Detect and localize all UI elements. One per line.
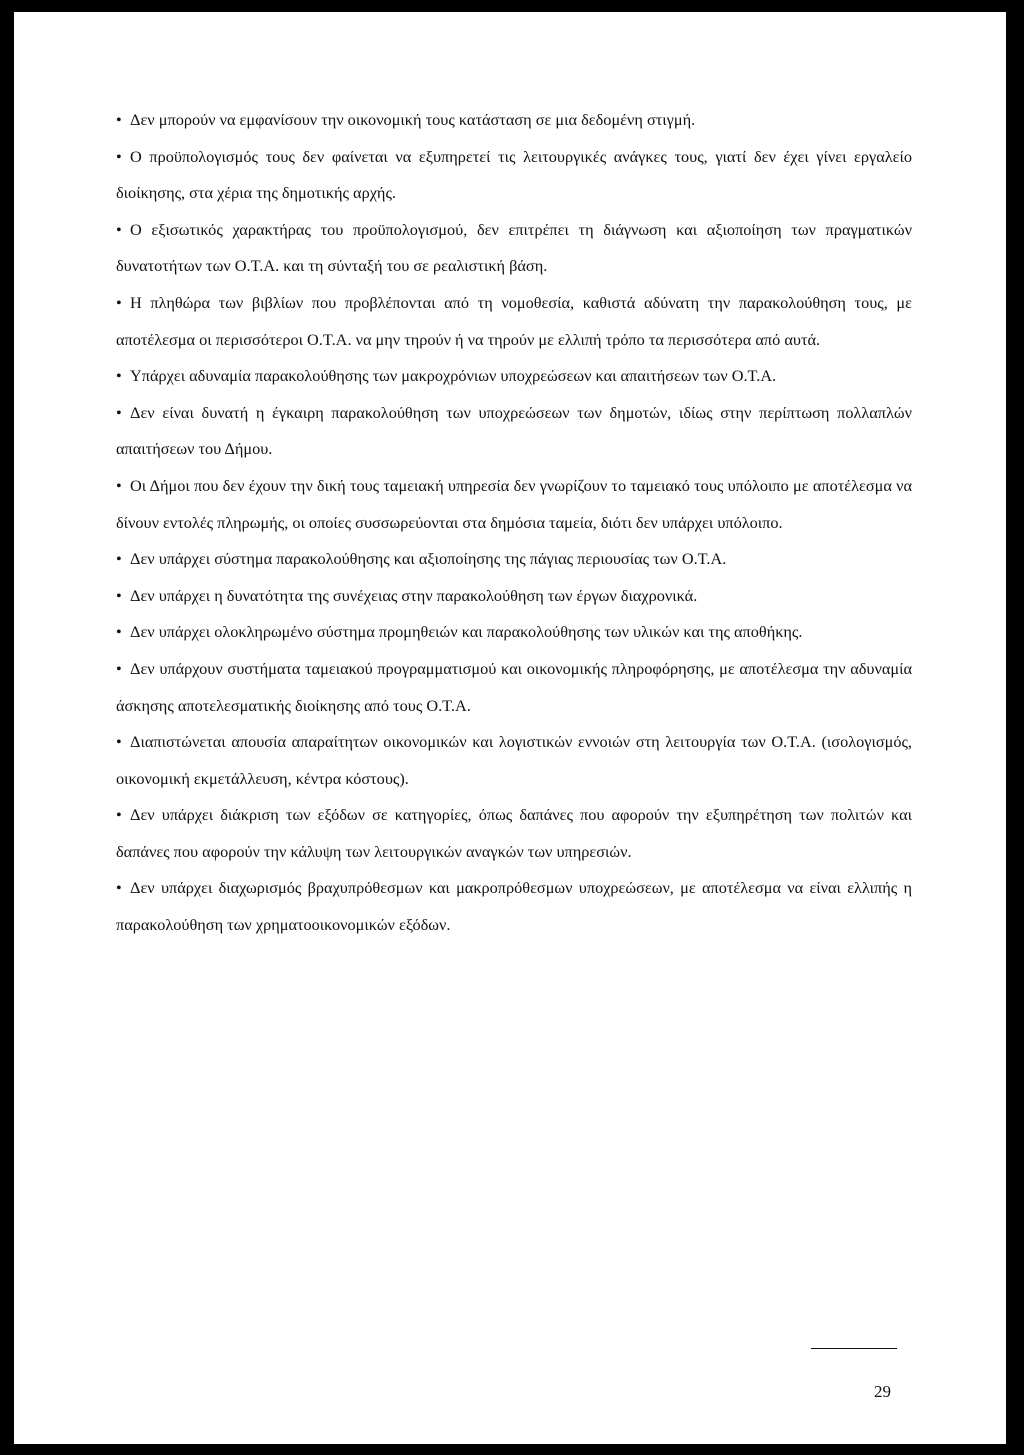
list-item <box>116 102 912 139</box>
list-item <box>116 395 912 468</box>
bullet-icon: • <box>116 878 122 898</box>
list-item <box>116 797 912 870</box>
list-item-text: Δεν υπάρχουν συστήματα ταμειακού προγραμματισμού και οικονομικής πληροφόρησης, με αποτέλεσμα την αδυναμία άσκησης αποτελεσματικής διοίκησης από τους Ο.Τ.Α. <box>116 658 912 715</box>
bullet-icon: • <box>116 585 122 605</box>
bullet-icon: • <box>116 292 122 312</box>
list-item <box>116 139 912 212</box>
list-item-text: Δεν υπάρχει η δυνατότητα της συνέχειας στην παρακολούθηση των έργων διαχρονικά. <box>130 585 698 605</box>
bullet-icon: • <box>116 805 122 825</box>
list-item <box>116 614 912 651</box>
bullet-icon: • <box>116 549 122 569</box>
list-item-text: Δεν υπάρχει σύστημα παρακολούθησης και αξιοποίησης της πάγιας περιουσίας των Ο.Τ.Α. <box>130 549 727 569</box>
list-item <box>116 358 912 395</box>
bullet-icon: • <box>116 732 122 752</box>
bullet-icon: • <box>116 219 122 239</box>
list-item <box>116 541 912 578</box>
list-item-text: Δεν είναι δυνατή η έγκαιρη παρακολούθηση των υποχρεώσεων των δημοτών, ιδίως στην περίπτωση πολλαπλών απαιτήσεων του Δήμου. <box>116 402 912 459</box>
list-item-text: Ο εξισωτικός χαρακτήρας του προϋπολογισμού, δεν επιτρέπει τη διάγνωση και αξιοποίηση των πραγματικών δυνατοτήτων των Ο.Τ.Α. και τη σύνταξή του σε ρεαλιστική βάση. <box>116 219 912 276</box>
bullet-list <box>116 102 912 944</box>
list-item <box>116 578 912 615</box>
bullet-icon: • <box>116 658 122 678</box>
list-item <box>116 212 912 285</box>
bullet-icon: • <box>116 146 122 166</box>
list-item <box>116 285 912 358</box>
bullet-icon: • <box>116 622 122 642</box>
list-item <box>116 468 912 541</box>
bullet-icon: • <box>116 110 122 129</box>
document-page <box>14 12 1006 1444</box>
bullet-icon: • <box>116 475 122 495</box>
list-item-text: Υπάρχει αδυναμία παρακολούθησης των μακροχρόνιων υποχρεώσεων και απαιτήσεων των Ο.Τ.Α. <box>130 366 777 386</box>
list-item <box>116 870 912 943</box>
bullet-icon: • <box>116 402 122 422</box>
list-item-text: Διαπιστώνεται απουσία απαραίτητων οικονομικών και λογιστικών εννοιών στη λειτουργία των Ο.Τ.Α. (ισολογισμός, οικονομική εκμετάλλευση, κέντρα κόστους). <box>116 732 912 788</box>
list-item <box>116 651 912 724</box>
list-item-text: Δεν υπάρχει ολοκληρωμένο σύστημα προμηθειών και παρακολούθησης των υλικών και της αποθήκης. <box>130 622 803 642</box>
list-item-text: Ο προϋπολογισμός τους δεν φαίνεται να εξυπηρετεί τις λειτουργικές ανάγκες τους, γιατί δεν έχει γίνει εργαλείο διοίκησης, στα χέρια της δημοτικής αρχής. <box>116 146 912 203</box>
list-item-text: Οι Δήμοι που δεν έχουν την δική τους ταμειακή υπηρεσία δεν γνωρίζουν το ταμειακό τους υπόλοιπο με αποτέλεσμα να δίνουν εντολές πληρωμής, οι οποίες συσσωρεύονται στα δημόσια ταμεία, διότι δεν υπάρχει υπόλοιπο. <box>116 475 912 532</box>
list-item-text: Δεν μπορούν να εμφανίσουν την οικονομική τους κατάσταση σε μια δεδομένη στιγμή. <box>130 110 696 129</box>
bullet-icon: • <box>116 366 122 386</box>
footer-divider <box>811 1348 897 1349</box>
list-item <box>116 724 912 797</box>
list-item-text: Δεν υπάρχει διάκριση των εξόδων σε κατηγορίες, όπως δαπάνες που αφορούν την εξυπηρέτηση των πολιτών και δαπάνες που αφορούν την κάλυψη των λειτουργικών αναγκών των υπηρεσιών. <box>116 805 912 861</box>
list-item-text: Η πληθώρα των βιβλίων που προβλέπονται από τη νομοθεσία, καθιστά αδύνατη την παρακολούθηση τους, με αποτέλεσμα οι περισσότεροι Ο.Τ.Α. να μην τηρούν ή να τηρούν με ελλιπή τρόπο τα περισσότερα από αυτά. <box>116 292 912 349</box>
list-item-text: Δεν υπάρχει διαχωρισμός βραχυπρόθεσμων και μακροπρόθεσμων υποχρεώσεων, με αποτέλεσμα να είναι ελλιπής η παρακολούθηση των χρηματοοικονομικών εξόδων. <box>116 878 912 935</box>
page-number: 29 <box>874 1382 891 1401</box>
